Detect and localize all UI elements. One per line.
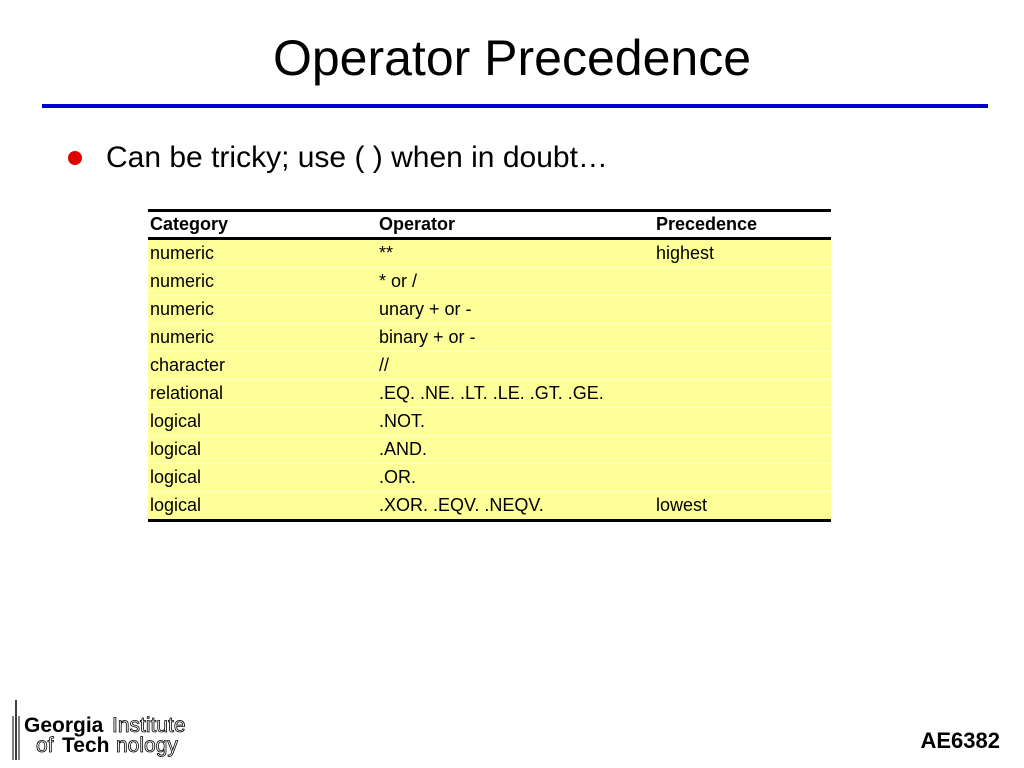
- cell-category: logical: [148, 436, 377, 464]
- bullet-text: Can be tricky; use ( ) when in doubt…: [106, 141, 608, 174]
- table-row: [148, 408, 831, 436]
- cell-precedence: [654, 268, 831, 296]
- logo-nology: nology: [116, 734, 178, 757]
- cell-precedence: [654, 324, 831, 352]
- cell-precedence: [654, 408, 831, 436]
- bullet-item: [68, 138, 608, 178]
- cell-operator: //: [377, 352, 654, 380]
- course-code: AE6382: [920, 728, 1000, 753]
- title-divider: [42, 104, 988, 108]
- cell-precedence: [654, 464, 831, 492]
- cell-category: numeric: [148, 239, 377, 268]
- logo-institute: Institute: [112, 714, 186, 737]
- table-row: [148, 268, 831, 296]
- cell-operator: binary + or -: [377, 324, 654, 352]
- header-precedence: Precedence: [654, 211, 831, 239]
- cell-operator: .OR.: [377, 464, 654, 492]
- header-operator: Operator: [377, 211, 654, 239]
- header-category: Category: [148, 211, 377, 239]
- table-row: [148, 436, 831, 464]
- cell-operator: .AND.: [377, 436, 654, 464]
- cell-category: logical: [148, 492, 377, 521]
- cell-category: numeric: [148, 268, 377, 296]
- cell-operator: unary + or -: [377, 296, 654, 324]
- cell-precedence: [654, 436, 831, 464]
- table-row: [148, 380, 831, 408]
- cell-operator: * or /: [377, 268, 654, 296]
- cell-operator: **: [377, 239, 654, 268]
- table-row: [148, 464, 831, 492]
- table-row: [148, 324, 831, 352]
- cell-precedence: [654, 352, 831, 380]
- slide-title: Operator Precedence: [272, 30, 752, 86]
- cell-category: logical: [148, 408, 377, 436]
- cell-category: character: [148, 352, 377, 380]
- cell-operator: .EQ. .NE. .LT. .LE. .GT. .GE.: [377, 380, 654, 408]
- precedence-table: [148, 209, 831, 522]
- cell-category: numeric: [148, 296, 377, 324]
- cell-category: logical: [148, 464, 377, 492]
- cell-category: relational: [148, 380, 377, 408]
- table-header-row: [148, 211, 831, 239]
- tech-tower-icon: [13, 700, 19, 760]
- table-row: [148, 492, 831, 521]
- cell-precedence: highest: [654, 239, 831, 268]
- table-row: [148, 296, 831, 324]
- bullet-dot-icon: [68, 151, 82, 165]
- table-row: [148, 352, 831, 380]
- cell-operator: .NOT.: [377, 408, 654, 436]
- logo-tech: Tech: [62, 734, 110, 757]
- logo-georgia: Georgia: [24, 714, 104, 737]
- cell-category: numeric: [148, 324, 377, 352]
- cell-precedence: [654, 296, 831, 324]
- cell-precedence: lowest: [654, 492, 831, 521]
- georgia-tech-logo: [8, 698, 218, 762]
- logo-of: of: [36, 734, 54, 757]
- table-row: [148, 239, 831, 268]
- cell-precedence: [654, 380, 831, 408]
- cell-operator: .XOR. .EQV. .NEQV.: [377, 492, 654, 521]
